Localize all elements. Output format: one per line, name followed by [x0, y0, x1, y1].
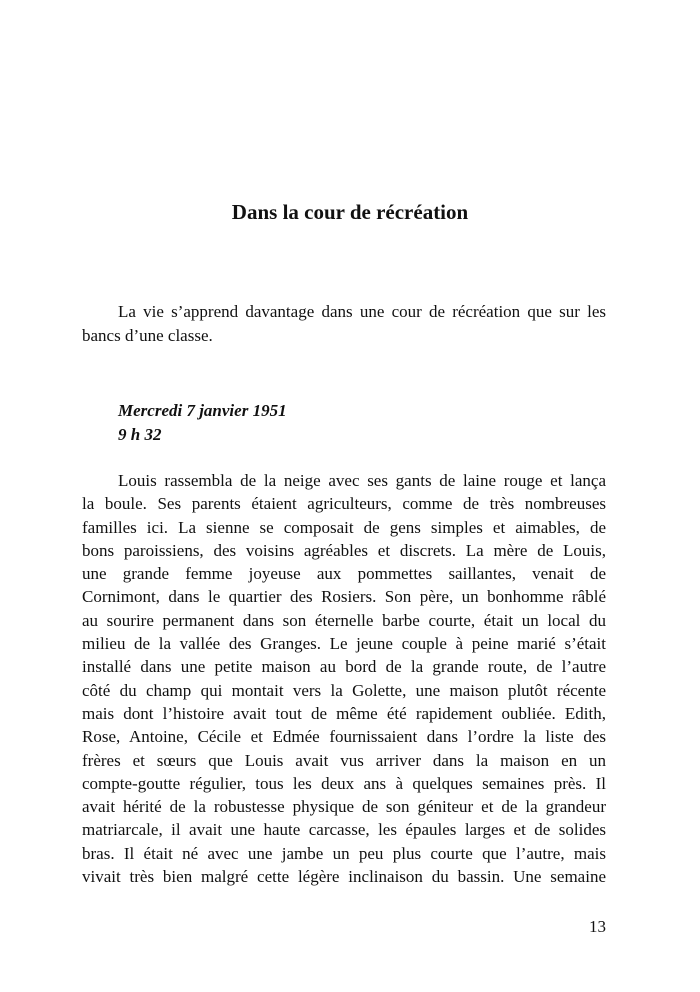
text-line: mais dont l’histoire avait tout de même été rapidement oubliée. Edith, — [82, 703, 606, 723]
text-line: la boule. Ses parents étaient agriculteurs, comme de très nombreuses — [82, 494, 606, 514]
text-line: au sourire permanent dans son éternelle barbe courte, était un local du — [82, 610, 606, 630]
text-line: Louis rassembla de la neige avec ses gants de laine rouge et lança — [118, 471, 606, 490]
text-line: Cornimont, dans le quartier des Rosiers. Son père, un bonhomme râblé — [82, 587, 606, 607]
text-line: installé dans une petite maison au bord de la grande route, de l’autre — [82, 657, 606, 677]
body-paragraph — [82, 469, 606, 888]
text-line: une grande femme joyeuse aux pommettes saillantes, venait de — [82, 564, 606, 584]
text-line: vivait très bien malgré cette légère inclinaison du bassin. Une semaine — [82, 867, 606, 887]
text-line: milieu de la vallée des Granges. Le jeune couple à peine marié s’était — [82, 634, 606, 654]
chapter-title: Dans la cour de récréation — [231, 200, 469, 224]
text-line: compte-goutte régulier, tous les deux ans à quelques semaines près. Il — [82, 773, 606, 793]
text-line: bons paroissiens, des voisins agréables et discrets. La mère de Louis, — [82, 540, 606, 560]
text-line: frères et sœurs que Louis avait vus arriver dans la maison en un — [82, 750, 606, 770]
text-line: avait hérité de la robustesse physique de son géniteur et de la grandeur — [82, 797, 606, 817]
dateline-time: 9 h 32 — [118, 425, 162, 444]
text-line: familles ici. La sienne se composait de gens simples et aimables, de — [82, 517, 606, 537]
epigraph: La vie s’apprend davantage dans une cour de récréation que sur les bancs d’une classe. — [82, 302, 606, 345]
text-line: bras. Il était né avec une jambe un peu plus courte que l’autre, mais — [82, 843, 606, 863]
page-number: 13 — [589, 917, 606, 936]
text-line: Rose, Antoine, Cécile et Edmée fournissaient dans l’ordre la liste des — [82, 727, 606, 747]
text-line: côté du champ qui montait vers la Golette, une maison plutôt récente — [82, 680, 606, 700]
text-line: matriarcale, il avait une haute carcasse, les épaules larges et de solides — [82, 820, 606, 840]
dateline-date: Mercredi 7 janvier 1951 — [118, 401, 287, 420]
dateline — [118, 399, 287, 447]
